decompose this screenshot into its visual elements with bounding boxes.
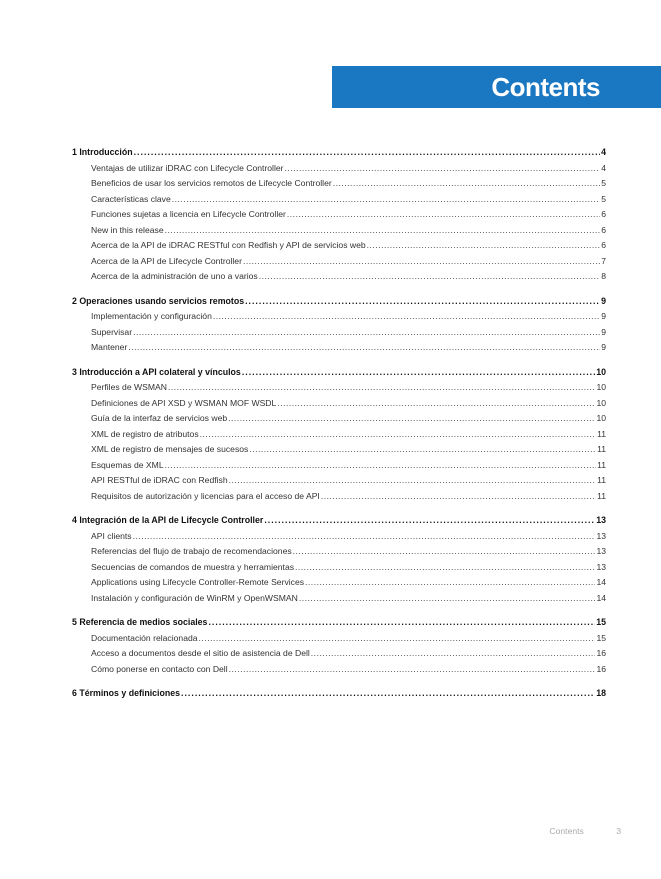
- dot-leader: [293, 546, 596, 556]
- toc-subentry-title: Esquemas de XML: [91, 459, 164, 470]
- footer-label: Contents: [549, 826, 584, 836]
- dot-leader: [168, 382, 596, 392]
- toc-subentry-page-number: 16: [596, 663, 606, 674]
- toc-chapter-entry-title: 5 Referencia de medios sociales: [72, 617, 208, 627]
- toc-subentry[interactable]: [72, 194, 606, 210]
- toc-chapter-entry[interactable]: [72, 367, 606, 383]
- toc-subentry[interactable]: [72, 178, 606, 194]
- toc-subentry[interactable]: [72, 444, 606, 460]
- toc-subentry-title: Applications using Lifecycle Controller-Remote Services: [91, 577, 305, 587]
- contents-header-banner: [332, 66, 661, 108]
- toc-subentry[interactable]: [72, 460, 606, 476]
- toc-subentry[interactable]: [72, 327, 606, 343]
- toc-subentry-title: Referencias del flujo de trabajo de recomendaciones: [91, 546, 292, 556]
- toc-subentry[interactable]: [72, 240, 606, 256]
- toc-section: [72, 296, 606, 358]
- dot-leader: [321, 491, 596, 501]
- dot-leader: [367, 240, 601, 250]
- toc-subentry-title: Acceso a documentos desde el sitio de asistencia de Dell: [91, 648, 310, 658]
- dot-leader: [264, 515, 595, 525]
- toc-chapter-entry-page-number: 18: [596, 688, 606, 698]
- toc-subentry-page-number: 8: [601, 271, 606, 281]
- toc-subentry-title: Ventajas de utilizar iDRAC con Lifecycle Controller: [91, 162, 284, 173]
- dot-leader: [305, 577, 595, 587]
- toc-subentry-page-number: 11: [597, 444, 606, 454]
- toc-chapter-entry[interactable]: [72, 617, 606, 633]
- toc-subentry-title: Acerca de la administración de uno a varios: [91, 271, 258, 281]
- toc-chapter-entry-title: 2 Operaciones usando servicios remotos: [72, 295, 245, 306]
- toc-subentry[interactable]: [72, 531, 606, 547]
- toc-subentry-title: Mantener: [91, 342, 128, 352]
- toc-subentry-title: Perfiles de WSMAN: [91, 382, 167, 392]
- dot-leader: [181, 688, 595, 698]
- dot-leader: [199, 633, 596, 643]
- toc-subentry-page-number: 5: [601, 178, 606, 188]
- toc-subentry-page-number: 9: [601, 311, 606, 321]
- toc-subentry[interactable]: [72, 256, 606, 272]
- toc-subentry-page-number: 7: [601, 255, 606, 266]
- toc-subentry-title: Requisitos de autorización y licencias para el acceso de API: [91, 490, 320, 501]
- toc-subentry[interactable]: [72, 342, 606, 358]
- toc-subentry-page-number: 16: [596, 648, 606, 658]
- dot-leader: [299, 593, 596, 603]
- toc-section: [72, 688, 606, 704]
- toc-subentry-title: Documentación relacionada: [91, 632, 198, 643]
- toc-subentry-page-number: 10: [596, 413, 606, 423]
- toc-section: [72, 367, 606, 507]
- toc-subentry[interactable]: [72, 209, 606, 225]
- toc-subentry-title: Secuencias de comandos de muestra y herramientas: [91, 561, 295, 572]
- toc-subentry-page-number: 14: [596, 592, 606, 603]
- toc-subentry-page-number: 10: [596, 397, 606, 408]
- toc-chapter-entry-title: 1 Introducción: [72, 147, 133, 157]
- toc-subentry-title: Funciones sujetas a licencia en Lifecycle Controller: [91, 209, 286, 219]
- dot-leader: [133, 531, 596, 541]
- toc-subentry-title: API RESTful de iDRAC con Redfish: [91, 475, 228, 485]
- toc-subentry[interactable]: [72, 413, 606, 429]
- toc-chapter-entry-page-number: 15: [596, 617, 606, 627]
- toc-subentry-page-number: 13: [596, 530, 606, 541]
- toc-subentry[interactable]: [72, 429, 606, 445]
- toc-subentry-page-number: 11: [597, 475, 606, 485]
- toc-subentry[interactable]: [72, 664, 606, 680]
- toc-chapter-entry[interactable]: [72, 688, 606, 704]
- toc-subentry-title: Implementación y configuración: [91, 311, 212, 321]
- toc-subentry-title: New in this release: [91, 224, 164, 235]
- toc-subentry[interactable]: [72, 562, 606, 578]
- dot-leader: [208, 617, 595, 627]
- toc-subentry-page-number: 9: [601, 326, 606, 337]
- dot-leader: [259, 271, 601, 281]
- toc-chapter-entry-page-number: 13: [596, 515, 606, 525]
- toc-subentry-page-number: 11: [597, 490, 606, 501]
- toc-subentry-page-number: 15: [596, 632, 606, 643]
- toc-subentry[interactable]: [72, 648, 606, 664]
- dot-leader: [213, 311, 600, 321]
- footer-page-number: 3: [616, 826, 621, 836]
- toc-chapter-entry-title: 3 Introducción a API colateral y vínculos: [72, 366, 241, 377]
- toc-subentry[interactable]: [72, 633, 606, 649]
- toc-subentry-title: API clients: [91, 530, 132, 541]
- toc-subentry-page-number: 11: [597, 459, 606, 470]
- toc-subentry-title: Instalación y configuración de WinRM y OpenWSMAN: [91, 592, 298, 603]
- dot-leader: [295, 562, 595, 572]
- toc-subentry-title: Acerca de la API de Lifecycle Controller: [91, 255, 242, 266]
- toc-subentry-title: Características clave: [91, 193, 171, 204]
- page-title: Contents: [491, 72, 600, 102]
- dot-leader: [134, 147, 600, 157]
- toc-chapter-entry-page-number: 10: [596, 366, 606, 377]
- toc-subentry-page-number: 10: [596, 382, 606, 392]
- toc-chapter-entry-page-number: 9: [601, 295, 606, 306]
- toc-subentry-page-number: 4: [601, 162, 606, 173]
- toc-subentry-page-number: 6: [601, 224, 606, 235]
- toc-subentry-title: Guía de la interfaz de servicios web: [91, 413, 228, 423]
- toc-subentry[interactable]: [72, 491, 606, 507]
- dot-leader: [165, 225, 601, 235]
- dot-leader: [333, 178, 600, 188]
- toc-subentry[interactable]: [72, 593, 606, 609]
- toc-subentry[interactable]: [72, 271, 606, 287]
- toc-subentry[interactable]: [72, 398, 606, 414]
- toc-subentry-title: Beneficios de usar los servicios remotos de Lifecycle Controller: [91, 178, 332, 188]
- toc-subentry-page-number: 6: [601, 240, 606, 250]
- toc-subentry-page-number: 6: [601, 209, 606, 219]
- dot-leader: [245, 296, 600, 306]
- dot-leader: [249, 444, 596, 454]
- toc-subentry-title: XML de registro de atributos: [91, 428, 199, 439]
- dot-leader: [229, 664, 596, 674]
- toc-chapter-entry-title: 6 Términos y definiciones: [72, 688, 181, 698]
- toc-chapter-entry-title: 4 Integración de la API de Lifecycle Controller: [72, 515, 264, 525]
- toc-subentry[interactable]: [72, 163, 606, 179]
- dot-leader: [128, 342, 600, 352]
- toc-subentry-title: Acerca de la API de iDRAC RESTful con Redfish y API de servicios web: [91, 240, 366, 250]
- toc-subentry[interactable]: [72, 225, 606, 241]
- toc-subentry[interactable]: [72, 382, 606, 398]
- toc-subentry-page-number: 5: [601, 193, 606, 204]
- toc-chapter-entry[interactable]: [72, 296, 606, 312]
- toc-subentry[interactable]: [72, 475, 606, 491]
- dot-leader: [133, 327, 600, 337]
- dot-leader: [243, 256, 600, 266]
- toc-section: [72, 617, 606, 679]
- dot-leader: [165, 460, 596, 470]
- toc-chapter-entry-page-number: 4: [601, 147, 606, 157]
- toc-subentry-title: Supervisar: [91, 326, 133, 337]
- dot-leader: [277, 398, 595, 408]
- dot-leader: [228, 413, 595, 423]
- toc-section: [72, 515, 606, 608]
- toc-subentry-title: Cómo ponerse en contacto con Dell: [91, 663, 228, 674]
- toc-subentry-page-number: 14: [596, 577, 606, 587]
- table-of-contents: [72, 147, 606, 713]
- toc-subentry-title: XML de registro de mensajes de sucesos: [91, 444, 249, 454]
- toc-subentry-page-number: 9: [601, 342, 606, 352]
- toc-chapter-entry[interactable]: [72, 515, 606, 531]
- toc-chapter-entry[interactable]: [72, 147, 606, 163]
- toc-subentry-title: Definiciones de API XSD y WSMAN MOF WSDL: [91, 397, 277, 408]
- toc-subentry[interactable]: [72, 577, 606, 593]
- dot-leader: [242, 367, 595, 377]
- page-footer: [549, 826, 621, 836]
- dot-leader: [287, 209, 600, 219]
- dot-leader: [285, 163, 601, 173]
- dot-leader: [311, 648, 596, 658]
- dot-leader: [200, 429, 596, 439]
- toc-subentry-page-number: 11: [597, 428, 606, 439]
- toc-section: [72, 147, 606, 287]
- toc-subentry[interactable]: [72, 546, 606, 562]
- toc-subentry-page-number: 13: [596, 561, 606, 572]
- toc-subentry-page-number: 13: [596, 546, 606, 556]
- toc-subentry[interactable]: [72, 311, 606, 327]
- dot-leader: [229, 475, 596, 485]
- dot-leader: [172, 194, 600, 204]
